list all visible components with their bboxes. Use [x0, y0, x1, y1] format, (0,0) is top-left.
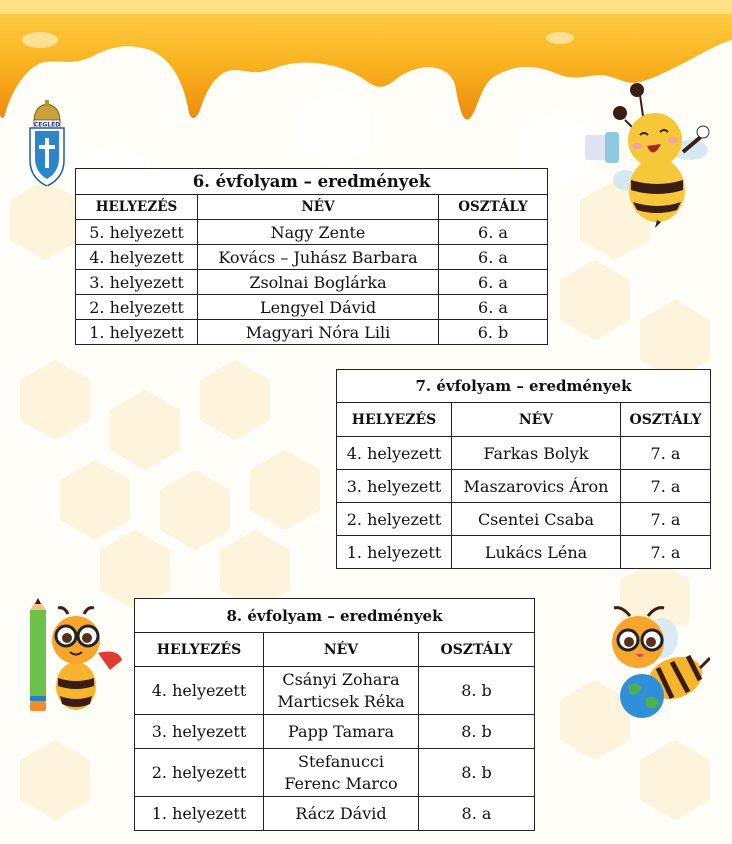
name-line: Marticsek Réka	[277, 691, 405, 711]
table-title: 6. évfolyam – eredmények	[76, 169, 548, 195]
table-row	[76, 220, 548, 245]
column-header-name: NÉV	[264, 633, 419, 667]
class-cell: 6. b	[439, 320, 548, 345]
class-cell: 6. a	[439, 245, 548, 270]
placement-cell: 5. helyezett	[76, 220, 198, 245]
name-cell: Maszarovics Áron	[452, 470, 621, 503]
column-header-class: OSZTÁLY	[419, 633, 535, 667]
column-header-name: NÉV	[452, 403, 621, 437]
name-line: Stefanucci	[298, 751, 384, 771]
class-cell: 6. a	[439, 270, 548, 295]
table-row	[337, 536, 711, 569]
name-cell: Lukács Léna	[452, 536, 621, 569]
bee-with-globe-illustration	[600, 598, 710, 724]
table-row	[135, 667, 535, 715]
name-cell	[264, 667, 419, 715]
class-cell: 6. a	[439, 220, 548, 245]
grade-7-results-table	[336, 369, 711, 569]
bee-with-pencil-illustration	[18, 598, 128, 716]
grade-6-results-table	[75, 168, 548, 345]
class-cell: 8. a	[419, 797, 535, 831]
placement-cell: 2. helyezett	[135, 749, 264, 797]
class-cell: 7. a	[621, 536, 711, 569]
placement-cell: 4. helyezett	[337, 437, 452, 470]
class-cell: 8. b	[419, 667, 535, 715]
table-title: 8. évfolyam – eredmények	[135, 599, 535, 633]
class-cell: 8. b	[419, 715, 535, 749]
placement-cell: 3. helyezett	[76, 270, 198, 295]
table-row	[135, 797, 535, 831]
table-title: 7. évfolyam – eredmények	[337, 370, 711, 403]
placement-cell: 2. helyezett	[76, 295, 198, 320]
svg-text:CEGLÉD: CEGLÉD	[33, 121, 61, 129]
name-cell: Farkas Bolyk	[452, 437, 621, 470]
class-cell: 6. a	[439, 295, 548, 320]
placement-cell: 1. helyezett	[337, 536, 452, 569]
column-header-class: OSZTÁLY	[621, 403, 711, 437]
table-row	[76, 320, 548, 345]
column-header-class: OSZTÁLY	[439, 195, 548, 220]
class-cell: 8. b	[419, 749, 535, 797]
name-cell	[264, 749, 419, 797]
name-cell: Kovács – Juhász Barbara	[198, 245, 439, 270]
name-line: Csányi Zohara	[282, 669, 400, 689]
table-row	[76, 270, 548, 295]
placement-cell: 2. helyezett	[337, 503, 452, 536]
column-header-placement: HELYEZÉS	[337, 403, 452, 437]
name-line: Ferenc Marco	[284, 773, 398, 793]
column-header-placement: HELYEZÉS	[135, 633, 264, 667]
table-row	[337, 503, 711, 536]
table-row	[135, 749, 535, 797]
column-header-placement: HELYEZÉS	[76, 195, 198, 220]
class-cell: 7. a	[621, 470, 711, 503]
cegled-coat-of-arms-logo	[26, 100, 68, 186]
class-cell: 7. a	[621, 503, 711, 536]
column-header-name: NÉV	[198, 195, 439, 220]
placement-cell: 1. helyezett	[135, 797, 264, 831]
name-cell: Zsolnai Boglárka	[198, 270, 439, 295]
table-row	[135, 715, 535, 749]
placement-cell: 3. helyezett	[135, 715, 264, 749]
table-row	[76, 295, 548, 320]
name-cell: Lengyel Dávid	[198, 295, 439, 320]
placement-cell: 4. helyezett	[135, 667, 264, 715]
placement-cell: 1. helyezett	[76, 320, 198, 345]
name-cell: Papp Tamara	[264, 715, 419, 749]
name-cell: Nagy Zente	[198, 220, 439, 245]
table-row	[337, 470, 711, 503]
table-row	[337, 437, 711, 470]
placement-cell: 4. helyezett	[76, 245, 198, 270]
bee-with-megaphone-illustration	[585, 80, 715, 230]
name-cell: Magyari Nóra Lili	[198, 320, 439, 345]
class-cell: 7. a	[621, 437, 711, 470]
placement-cell: 3. helyezett	[337, 470, 452, 503]
table-row	[76, 245, 548, 270]
grade-8-results-table	[134, 598, 535, 831]
name-cell: Rácz Dávid	[264, 797, 419, 831]
name-cell: Csentei Csaba	[452, 503, 621, 536]
